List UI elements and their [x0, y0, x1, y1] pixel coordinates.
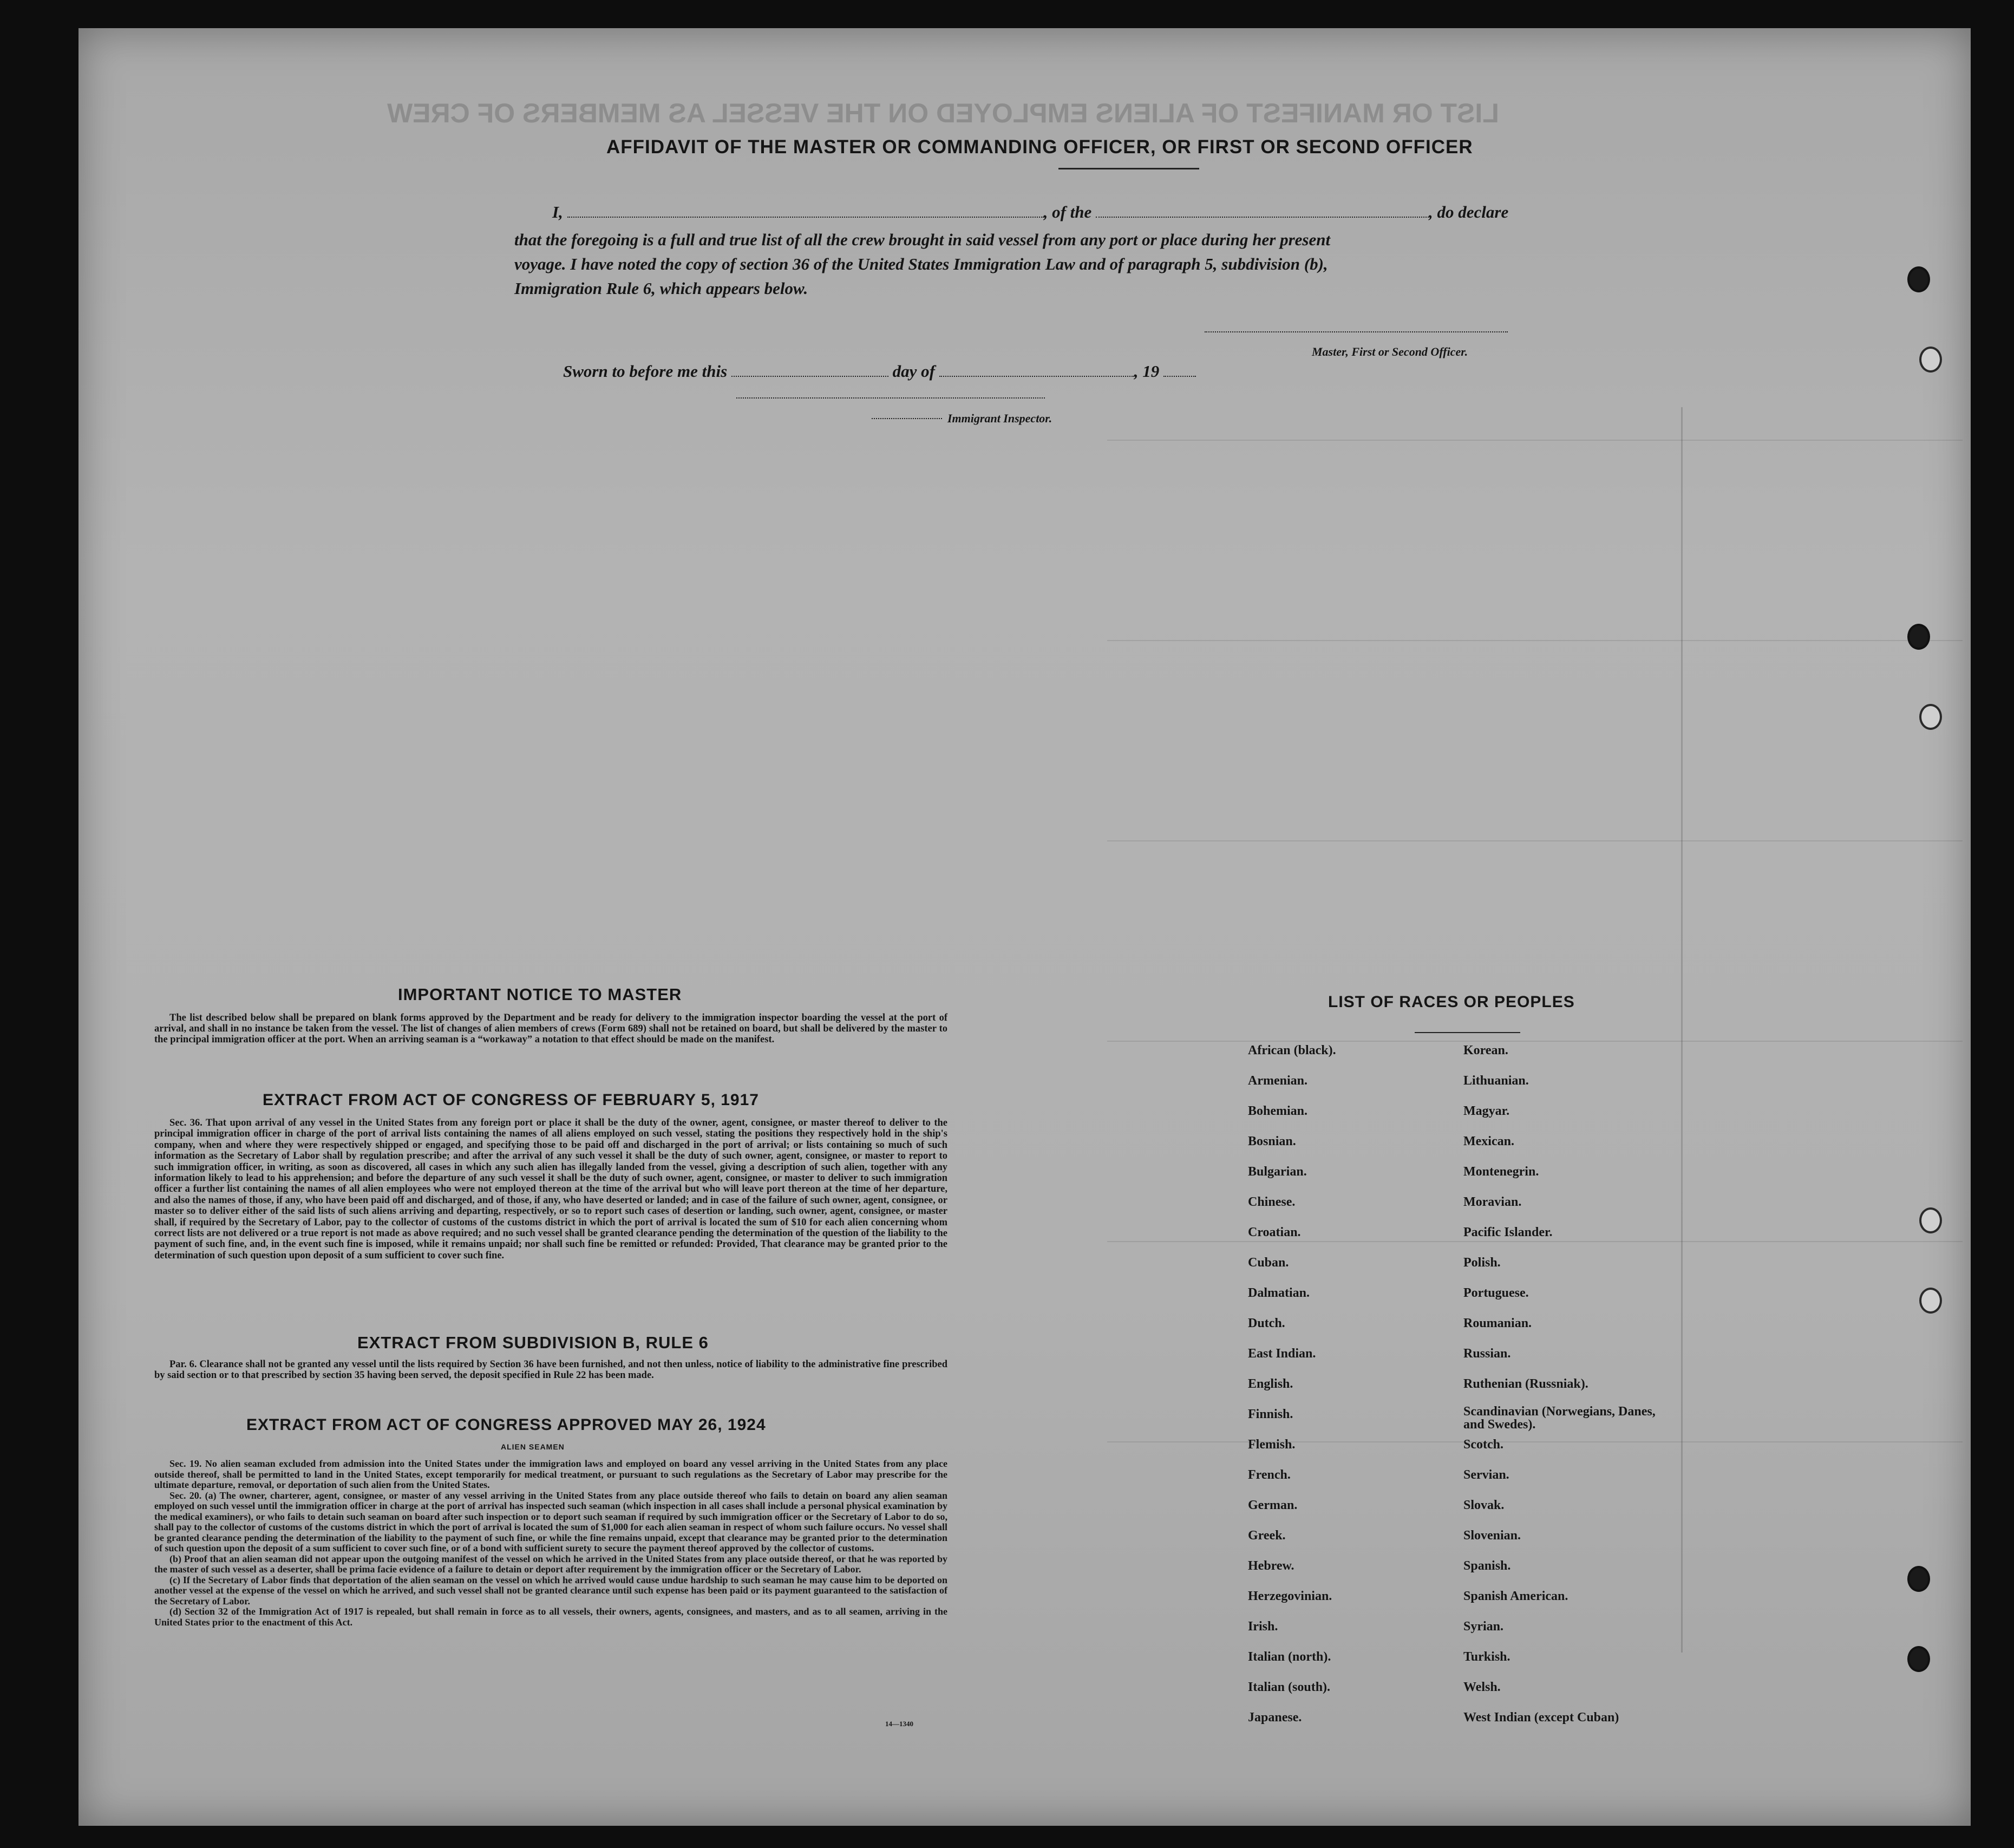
race-item: Mexican. — [1463, 1134, 1514, 1148]
race-item: Scotch. — [1463, 1438, 1503, 1452]
extract-1917-text — [154, 1118, 947, 1261]
sworn-month-field[interactable] — [939, 376, 1134, 377]
race-item: West Indian (except Cuban) — [1463, 1710, 1619, 1725]
race-item: African (black). — [1248, 1043, 1336, 1057]
section-20a-paragraph: Sec. 20. (a) The owner, charterer, agent, consignee, or master of any vessel arriving in the United States from any place outside thereof who fails to detain on board any alien seaman employed on such vessel until the immigration officer in charge at the port of arrival has inspected such seaman (which inspection in all cases shall include a personal physical examination by the medical examiners), or who fails to detain such seaman on board after such inspection or to deport such seaman if required by such immigration officer or the Secretary of Labor to do so, shall pay to the collector of customs of the customs district in which the port of arrival is located the sum of $1,000 for each alien seaman in respect of whom such failure occurs. No vessel shall be granted clearance pending the determination of the liability to the payment of such fine, or while the fine remains unpaid, except that clearance may be granted prior to the determination of such question upon the deposit of a sum sufficient to cover such fine, or of a bond with sufficient surety to secure the payment thereof approved by the collector of customs. — [154, 1490, 947, 1553]
section-19-paragraph: Sec. 19. No alien seaman excluded from admission into the United States under the immigration laws and employed on board any vessel arriving in the United States from any place outside thereof, shall be permitted to land in the United States, except temporarily for medical treatment, or pursuant to such regulations as the Secretary of Labor may prescribe for the ultimate departure, removal, or deportation of such alien from the United States. — [154, 1458, 947, 1490]
race-item: Lithuanian. — [1463, 1074, 1529, 1088]
race-item: Turkish. — [1463, 1650, 1510, 1664]
race-item: German. — [1248, 1498, 1298, 1512]
races-title: LIST OF RACES OR PEOPLES — [1328, 993, 1575, 1011]
race-item: Syrian. — [1463, 1620, 1504, 1634]
extract-1917-title: EXTRACT FROM ACT OF CONGRESS OF FEBRUARY 5, 1917 — [263, 1091, 759, 1109]
race-item: Finnish. — [1248, 1407, 1293, 1421]
alien-seamen-subtitle: ALIEN SEAMEN — [501, 1442, 565, 1451]
affidavit-of-the: , of the — [1043, 203, 1092, 221]
show-through-rule — [1107, 640, 1963, 641]
form-code: 14—1340 — [885, 1720, 913, 1728]
race-item: Portuguese. — [1463, 1286, 1529, 1300]
affidavit-title-underline — [1058, 168, 1199, 169]
race-item: Slovak. — [1463, 1498, 1505, 1512]
race-item: Korean. — [1463, 1043, 1508, 1057]
race-item: Ruthenian (Russniak). — [1463, 1377, 1588, 1391]
master-signature-label: Master, First or Second Officer. — [1312, 345, 1468, 358]
affidavit-declare: , do declare — [1429, 203, 1509, 221]
race-item: Bohemian. — [1248, 1104, 1308, 1118]
race-item: East Indian. — [1248, 1347, 1316, 1361]
race-item: Greek. — [1248, 1529, 1286, 1543]
race-item: Bosnian. — [1248, 1134, 1296, 1148]
race-item: Japanese. — [1248, 1710, 1302, 1725]
sworn-line — [563, 362, 1196, 381]
race-item: Irish. — [1248, 1620, 1278, 1634]
race-item: Montenegrin. — [1463, 1165, 1539, 1179]
declarant-name-field[interactable] — [567, 217, 1044, 218]
affidavit-i: I, — [552, 203, 563, 221]
race-item: Servian. — [1463, 1468, 1509, 1482]
sworn-year-field[interactable] — [1163, 376, 1196, 377]
race-item: Polish. — [1463, 1256, 1501, 1270]
race-item: Herzegovinian. — [1248, 1589, 1332, 1603]
extract-1924-text — [154, 1459, 947, 1628]
show-through-rule — [1107, 1041, 1963, 1042]
race-item: Spanish American. — [1463, 1589, 1568, 1603]
show-through-heading: LIST OR MANIFEST OF ALIENS EMPLOYED ON THE VESSEL AS MEMBERS OF CREW — [387, 98, 1499, 128]
race-item: Roumanian. — [1463, 1316, 1532, 1330]
section-36-paragraph: Sec. 36. That upon arrival of any vessel in the United States from any foreign port or place it shall be the duty of the owner, agent, consignee, or master thereof to deliver to the principal immigration officer in charge of the port of arrival lists containing the names of all aliens employed on such vessel, stating the positions they respectively hold in the ship's company, when and where they were respectively shipped or engaged, and specifying those to be paid off and discharged in the port of arrival; or lists containing so much of such information as the Secretary of Labor shall by regulation prescribe; and after the arrival of any such vessel it shall be the duty of such owner, agent, consignee, or master to report to such immigration officer, in writing, as soon as discovered, all cases in which any such alien has illegally landed from the vessel, giving a description of such alien, together with any information likely to lead to his apprehension; and before the departure of any such vessel it shall be the duty of such owner, agent, consignee, or master to deliver to such immigration officer a further list containing the names of all alien employees who were not employed thereon at the time of the arrival but who will leave port thereon at the time of her departure, and also the names of those, if any, who have been paid off and discharged, and of those, if any, who have deserted or landed; and in case of the failure of such owner, agent, consignee, or master so to deliver either of the said lists of such aliens arriving and departing, respectively, or so to report such cases of desertion or landing, such owner, agent, consignee, or master shall, if required by the Secretary of Labor, pay to the collector of customs of the customs district in which the port of arrival is located the sum of $10 for each alien concerning whom correct lists are not delivered or a true report is not made as above required; and no such vessel shall be granted clearance pending the determination of the question of the liability to the payment of such fine, and, in the event such fine is imposed, while it remains unpaid; nor shall such fine be remitted or refunded: Provided, That clearance may be granted prior to the determination of such question upon deposit of a sum sufficient to cover such fine. — [154, 1118, 947, 1261]
binder-hole — [1907, 1566, 1930, 1592]
sworn-year-prefix: , 19 — [1134, 362, 1160, 381]
show-through-column — [1681, 407, 1953, 1653]
race-item: Croatian. — [1248, 1225, 1301, 1239]
races-title-underline — [1415, 1032, 1520, 1033]
rule-6-title: EXTRACT FROM SUBDIVISION B, RULE 6 — [357, 1333, 709, 1352]
race-item: Scandinavian (Norwegians, Danes, and Swedes). — [1463, 1405, 1656, 1432]
race-item: Moravian. — [1463, 1195, 1522, 1209]
notice-text — [154, 1013, 947, 1045]
race-item: English. — [1248, 1377, 1293, 1391]
binder-hole — [1919, 1288, 1942, 1314]
race-item: Armenian. — [1248, 1074, 1307, 1088]
inspector-prefix-dots — [872, 418, 942, 419]
show-through-rule — [1107, 1241, 1963, 1242]
race-item: Hebrew. — [1248, 1559, 1294, 1573]
race-item: Chinese. — [1248, 1195, 1296, 1209]
race-item: Slovenian. — [1463, 1529, 1521, 1543]
race-item: Italian (north). — [1248, 1650, 1331, 1664]
show-through-rule — [1107, 1441, 1963, 1442]
race-item: Dalmatian. — [1248, 1286, 1310, 1300]
notice-paragraph: The list described below shall be prepared on blank forms approved by the Department and be ready for delivery to the immigration inspector boarding the vessel at the port of arrival, and shall in no instance be taken from the vessel. The list of changes of alien members of crews (Form 689) shall not be retained on board, but shall be delivered by the master to the principal immigration officer at the port. When an arriving seaman is a “workaway” a notation to that effect should be made on the manifest. — [154, 1013, 947, 1045]
section-20c-paragraph: (c) If the Secretary of Labor finds that deportation of the alien seaman on the vessel on which he arrived would cause undue hardship to such seaman he may cause him to be deported on another vessel at the expense of the vessel on which he arrived, and such vessel shall not be granted clearance until such expense has been paid or its payment guaranteed to the satisfaction of the Secretary of Labor. — [154, 1574, 947, 1607]
notice-title: IMPORTANT NOTICE TO MASTER — [398, 985, 682, 1004]
race-item: Italian (south). — [1248, 1680, 1331, 1694]
master-signature-field[interactable] — [1205, 331, 1508, 332]
race-item: Russian. — [1463, 1347, 1511, 1361]
race-item: Flemish. — [1248, 1438, 1296, 1452]
show-through-rule — [1107, 840, 1963, 841]
affidavit-line-2: that the foregoing is a full and true list of all the crew brought in said vessel from any port or place during her present — [514, 230, 1331, 249]
extract-1924-title: EXTRACT FROM ACT OF CONGRESS APPROVED MAY 26, 1924 — [246, 1416, 766, 1434]
affidavit-line-4: Immigration Rule 6, which appears below. — [514, 279, 808, 298]
rule-6-paragraph: Par. 6. Clearance shall not be granted any vessel until the lists required by Section 36 have been furnished, and not then unless, notice of liability to the administrative fine prescribed by said section or to that prescribed by section 35 having been served, the deposit specified in Rule 22 has been made. — [154, 1359, 947, 1381]
section-20d-paragraph: (d) Section 32 of the Immigration Act of 1917 is repealed, but shall remain in force as to all vessels, their owners, agents, consignees, and masters, and as to all seamen, arriving in the United States prior to the enactment of this Act. — [154, 1606, 947, 1628]
binder-hole — [1907, 624, 1930, 650]
vessel-name-field[interactable] — [1096, 217, 1429, 218]
binder-hole — [1919, 1207, 1942, 1233]
section-20b-paragraph: (b) Proof that an alien seaman did not appear upon the outgoing manifest of the vessel on which he arrived in the United States from any place outside thereof, or that he was reported by the master of such vessel as a deserter, shall be prima facie evidence of a failure to detain or deport after requirement by the immigration officer or the Secretary of Labor. — [154, 1553, 947, 1575]
document-sheet — [79, 28, 1971, 1826]
race-item: Spanish. — [1463, 1559, 1511, 1573]
race-item: Bulgarian. — [1248, 1165, 1307, 1179]
binder-hole — [1919, 347, 1942, 373]
binder-hole — [1907, 1646, 1930, 1672]
sworn-day-of: day of — [892, 362, 935, 381]
race-item: Pacific Islander. — [1463, 1225, 1553, 1239]
inspector-label: Immigrant Inspector. — [947, 412, 1052, 425]
race-item: Welsh. — [1463, 1680, 1501, 1694]
race-item: Dutch. — [1248, 1316, 1285, 1330]
binder-hole — [1907, 266, 1930, 292]
show-through-rule — [1107, 440, 1963, 441]
binder-hole — [1919, 704, 1942, 730]
affidavit-title: AFFIDAVIT OF THE MASTER OR COMMANDING OFFICER, OR FIRST OR SECOND OFFICER — [606, 136, 1473, 158]
sworn-text: Sworn to before me this — [563, 362, 728, 381]
race-item: Cuban. — [1248, 1256, 1289, 1270]
sworn-day-field[interactable] — [731, 376, 888, 377]
affidavit-line-3: voyage. I have noted the copy of section 36 of the United States Immigration Law and of paragraph 5, subdivision (b), — [514, 254, 1328, 273]
race-item: French. — [1248, 1468, 1291, 1482]
race-item: Magyar. — [1463, 1104, 1510, 1118]
rule-6-text — [154, 1359, 947, 1381]
inspector-signature-field[interactable] — [736, 397, 1045, 399]
affidavit-line-1 — [552, 203, 1508, 222]
